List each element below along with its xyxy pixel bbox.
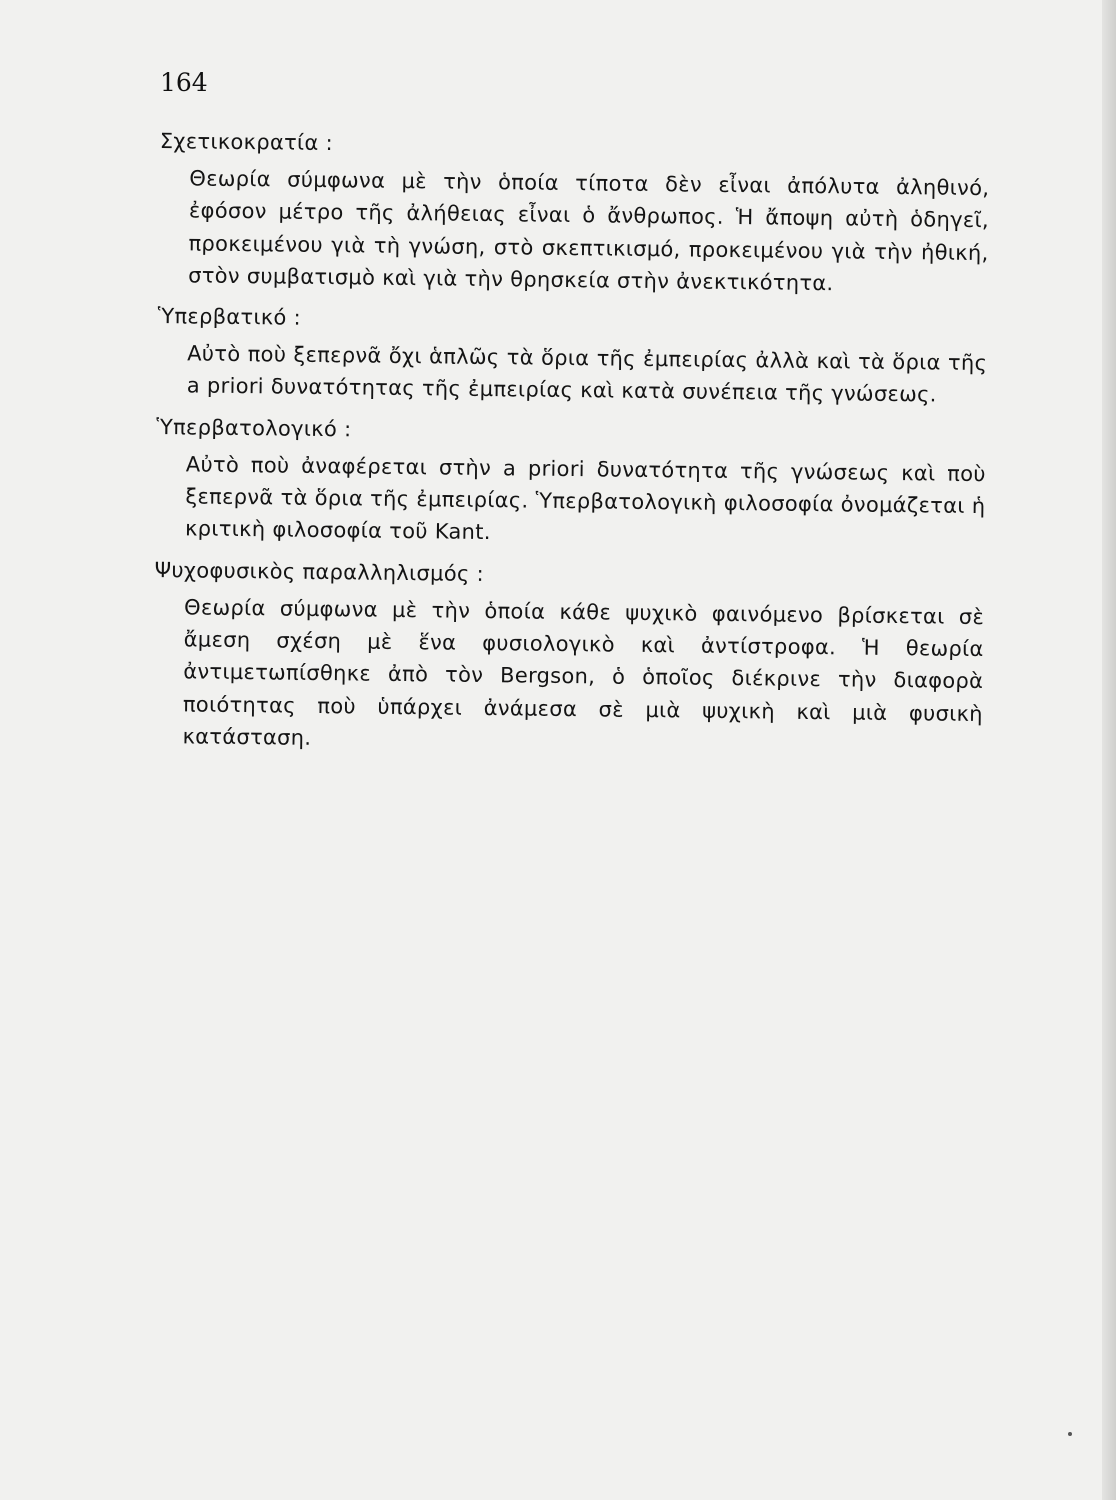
scan-speck bbox=[1068, 1432, 1072, 1436]
glossary-definition: Θεωρία σύμφωνα μὲ τὴν ὁποία τίποτα δὲν εἶναι ἀπόλυτα ἀληθινό, ἐφόσον μέτρο τῆς ἀλήθειας εἶναι ὁ ἄνθρωπος. Ἡ ἄποψη αὐτὴ ὁδηγεῖ, προκειμένου γιὰ τὴ γνώση, στὸ σκεπτικισμό, προκειμένου γιὰ τὴν ἠθική, στὸν συμβατισμὸ καὶ γιὰ τὴν θρησκεία στὴν ἀνεκτικότητα. bbox=[188, 166, 990, 296]
glossary-term: Σχετικοκρατία : bbox=[159, 128, 334, 156]
glossary-definition: Αὐτὸ ποὺ ἀναφέρεται στὴν a priori δυνατότητα τῆς γνώσεως καὶ ποὺ ξεπερνᾶ τὰ ὅρια τῆς ἐμπειρίας. Ὑπερβατολογικὴ φιλοσοφία ὀνομάζεται ἡ κριτικὴ φιλοσοφία τοῦ Kant. bbox=[184, 452, 986, 545]
page-number: 164 bbox=[160, 68, 208, 97]
glossary-term: Ὑπερβατολογικό : bbox=[156, 414, 352, 442]
glossary-definition: Αὐτὸ ποὺ ξεπερνᾶ ὄχι ἁπλῶς τὰ ὅρια τῆς ἐμπειρίας ἀλλὰ καὶ τὰ ὅρια τῆς a priori δυνατότητας τῆς ἐμπειρίας καὶ κατὰ συνέπεια τῆς γνώσεως. bbox=[186, 341, 988, 407]
glossary-entry bbox=[157, 301, 998, 412]
glossary-content bbox=[152, 126, 1000, 772]
glossary-entry bbox=[155, 412, 997, 555]
glossary-entry bbox=[152, 555, 994, 763]
glossary-term: Ὑπερβατικό : bbox=[157, 304, 302, 330]
glossary-term: Ψυχοφυσικὸς παραλληλισμός : bbox=[154, 557, 485, 586]
glossary-definition: Θεωρία σύμφωνα μὲ τὴν ὁποία κάθε ψυχικὸ φαινόμενο βρίσκεται σὲ ἄμεση σχέση μὲ ἕνα φυσιολογικὸ καὶ ἀντίστροφα. Ἡ θεωρία ἀντιμετωπίσθηκε ἀπὸ τὸν Bergson, ὁ ὁποῖος διέκρινε τὴν διαφορὰ ποιότητας ποὺ ὑπάρχει ἀνάμεσα σὲ μιὰ ψυχικὴ καὶ μιὰ φυσικὴ κατάσταση. bbox=[182, 595, 985, 750]
glossary-entry bbox=[158, 126, 1000, 301]
page-edge-shadow bbox=[1102, 0, 1116, 1500]
